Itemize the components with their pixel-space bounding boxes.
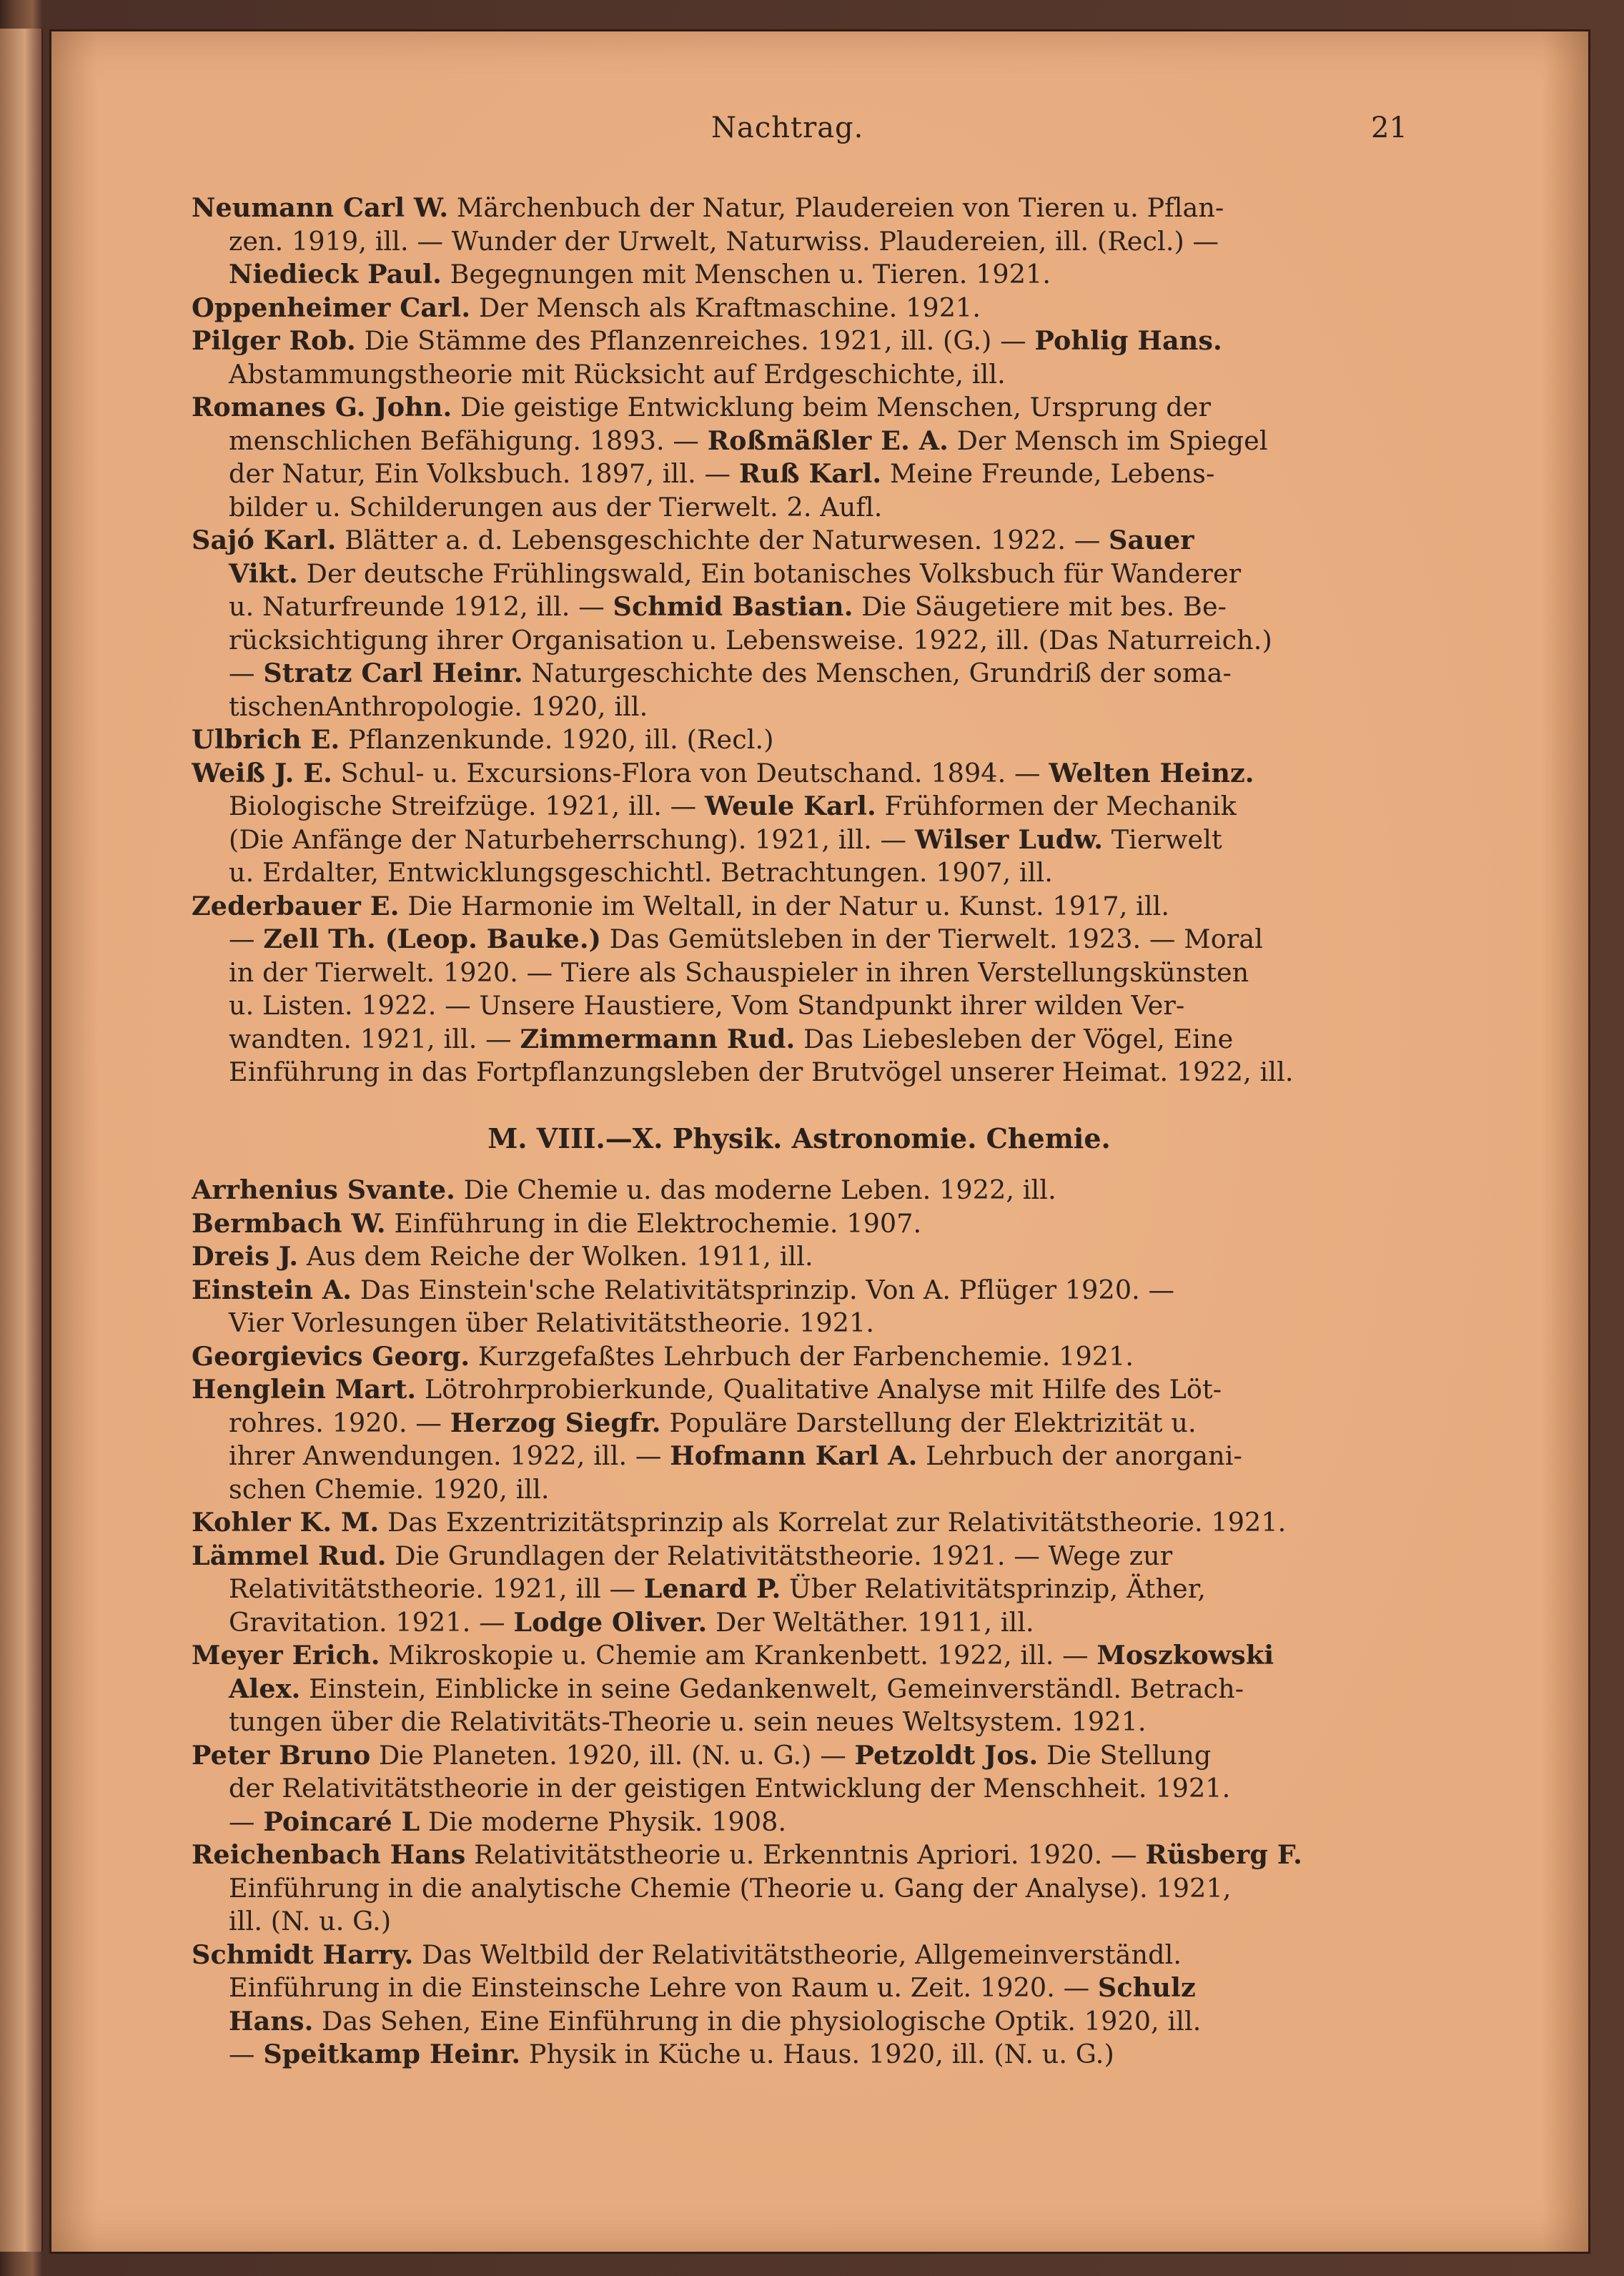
entry-text: Pflanzenkunde. 1920, ill. (Recl.) xyxy=(340,724,774,755)
text-line xyxy=(192,192,1407,225)
text-line xyxy=(192,292,1407,325)
author-name: Hans. xyxy=(229,2005,314,2037)
author-name: Zederbauer E. xyxy=(192,890,400,921)
text-line xyxy=(192,1540,1407,1573)
entry-text: Abstammungstheorie mit Rücksicht auf Erdgeschichte, ill. xyxy=(229,358,1006,390)
text-line xyxy=(192,1274,1407,1307)
facing-page-edge xyxy=(0,29,43,2252)
entry-text: tischenAnthropologie. 1920, ill. xyxy=(229,691,648,722)
entry-text: Vier Vorlesungen über Relativitätstheorie. 1921. xyxy=(229,1307,875,1338)
entry-text: Die Stämme des Pflanzenreiches. 1921, ill. (G.) — xyxy=(355,325,1035,356)
entry-text: Der Weltäther. 1911, ill. xyxy=(707,1606,1034,1638)
entry-text: Einführung in die analytische Chemie (Theorie u. Gang der Analyse). 1921, xyxy=(229,1872,1232,1904)
author-name: Oppenheimer Carl. xyxy=(192,292,471,323)
entry-text: Lehrbuch der anorgani- xyxy=(917,1440,1242,1471)
entry-text: Naturgeschichte des Menschen, Grundriß der soma- xyxy=(523,658,1232,688)
entry-text: — xyxy=(229,2039,264,2069)
text-line xyxy=(192,391,1407,425)
entry-text: Einführung in die Elektrochemie. 1907. xyxy=(385,1207,922,1239)
text-line xyxy=(192,1373,1407,1407)
author-name: Georgievics Georg. xyxy=(192,1340,470,1372)
text-line xyxy=(192,1174,1407,1207)
entry-text: Der Mensch im Spiegel xyxy=(948,425,1268,456)
entry-text: Die Harmonie im Weltall, in der Natur u. Kunst. 1917, ill. xyxy=(399,890,1170,921)
page-number: 21 xyxy=(1371,112,1407,144)
author-name: Hofmann Karl A. xyxy=(670,1440,918,1471)
author-name: Peter Bruno xyxy=(192,1739,371,1771)
author-name: Roßmäßler E. A. xyxy=(707,425,949,456)
text-line xyxy=(192,325,1407,358)
author-name: Pohlig Hans. xyxy=(1034,325,1222,356)
entry-text: ihrer Anwendungen. 1922, ill. — xyxy=(229,1440,670,1471)
entry-text: — xyxy=(229,1806,264,1837)
entry-text: Der Mensch als Kraftmaschine. 1921. xyxy=(470,292,981,323)
author-name: Einstein A. xyxy=(192,1274,352,1305)
entry-text: Frühformen der Mechanik xyxy=(876,791,1237,821)
text-line xyxy=(192,1207,1407,1241)
author-name: Rüsberg F. xyxy=(1145,1839,1302,1870)
text-line xyxy=(192,1939,1407,1972)
author-name: Arrhenius Svante. xyxy=(192,1174,455,1205)
author-name: Ulbrich E. xyxy=(192,724,340,755)
entry-text: (Die Anfänge der Naturbeherrschung). 1921, ill. — xyxy=(229,823,915,855)
text-line xyxy=(192,491,1407,525)
text-line xyxy=(192,258,1407,292)
text-line xyxy=(192,425,1407,458)
text-line xyxy=(192,2005,1407,2039)
text-line xyxy=(192,956,1407,990)
author-name: Meyer Erich. xyxy=(192,1640,380,1671)
author-name: Henglein Mart. xyxy=(192,1374,417,1405)
entry-text: in der Tierwelt. 1920. — Tiere als Schauspieler in ihren Verstellungskünsten xyxy=(229,956,1249,988)
text-line xyxy=(192,1506,1407,1540)
text-line xyxy=(192,1307,1407,1340)
entry-text: Märchenbuch der Natur, Plaudereien von Tieren u. Pflan- xyxy=(448,192,1224,223)
entry-text: Gravitation. 1921. — xyxy=(229,1606,514,1638)
entry-text: tungen über die Relativitäts-Theorie u. sein neues Weltsystem. 1921. xyxy=(229,1706,1147,1737)
text-line xyxy=(192,1407,1407,1440)
entry-text: u. Naturfreunde 1912, ill. — xyxy=(229,591,613,622)
author-name: Stratz Carl Heinr. xyxy=(263,658,523,688)
entry-text: Die moderne Physik. 1908. xyxy=(420,1806,787,1837)
author-name: Neumann Carl W. xyxy=(192,192,449,223)
entry-text: u. Listen. 1922. — Unsere Haustiere, Vom Standpunkt ihrer wilden Ver- xyxy=(229,990,1185,1021)
entry-text: Populäre Darstellung der Elektrizität u. xyxy=(660,1407,1197,1438)
entry-text: Das Einstein'sche Relativitätsprinzip. Von A. Pflüger 1920. — xyxy=(352,1274,1175,1305)
entry-text: Blätter a. d. Lebensgeschichte der Naturwesen. 1922. — xyxy=(336,525,1109,555)
author-name: Reichenbach Hans xyxy=(192,1839,466,1870)
entry-text: Das Gemütsleben in der Tierwelt. 1923. — Moral xyxy=(601,924,1263,954)
author-name: Vikt. xyxy=(229,558,298,589)
entry-text: — xyxy=(229,924,264,954)
entry-text: bilder u. Schilderungen aus der Tierwelt. 2. Aufl. xyxy=(229,491,883,523)
entry-text: Das Weltbild der Relativitätstheorie, Allgemeinverständl. xyxy=(413,1939,1182,1970)
text-line xyxy=(192,1872,1407,1906)
entry-text: Biologische Streifzüge. 1921, ill. — xyxy=(229,791,705,821)
author-name: Sauer xyxy=(1109,525,1194,555)
entry-text: Über Relativitätsprinzip, Äther, xyxy=(781,1573,1206,1604)
entry-text: Die Grundlagen der Relativitätstheorie. 1921. — Wege zur xyxy=(386,1540,1173,1571)
biology-entries xyxy=(192,192,1407,1089)
entry-text: Die Säugetiere mit bes. Be- xyxy=(853,591,1227,622)
section-heading: M. VIII.—X. Physik. Astronomie. Chemie. xyxy=(487,1122,1111,1154)
author-name: Romanes G. John. xyxy=(192,392,452,422)
entry-text: Schul- u. Excursions-Flora von Deutschand. 1894. — xyxy=(332,757,1049,788)
running-header: Nachtrag. xyxy=(711,112,864,144)
entry-text: u. Erdalter, Entwicklungsgeschichtl. Betrachtungen. 1907, ill. xyxy=(229,857,1053,888)
text-line xyxy=(192,1240,1407,1274)
entry-text: Kurzgefaßtes Lehrbuch der Farbenchemie. 1921. xyxy=(470,1340,1134,1372)
author-name: Sajó Karl. xyxy=(192,525,337,555)
entry-text: der Natur, Ein Volksbuch. 1897, ill. — xyxy=(229,458,739,489)
text-line xyxy=(192,923,1407,956)
author-name: Pilger Rob. xyxy=(192,325,356,356)
author-name: Schmid Bastian. xyxy=(613,591,853,622)
author-name: Alex. xyxy=(229,1673,301,1704)
entry-text: Meine Freunde, Lebens- xyxy=(881,458,1215,489)
entry-text: Relativitätstheorie u. Erkenntnis Apriori. 1920. — xyxy=(465,1839,1146,1870)
text-line xyxy=(192,856,1407,890)
text-line xyxy=(192,1473,1407,1507)
entry-text: Die Chemie u. das moderne Leben. 1922, ill. xyxy=(455,1174,1056,1205)
entry-text: Mikroskopie u. Chemie am Krankenbett. 1922, ill. — xyxy=(380,1640,1097,1671)
entry-text: Einführung in das Fortpflanzungsleben der Brutvögel unserer Heimat. 1922, ill. xyxy=(229,1057,1294,1087)
author-name: Lodge Oliver. xyxy=(513,1606,708,1638)
author-name: Schmidt Harry. xyxy=(192,1939,414,1970)
entry-text: Das Liebesleben der Vögel, Eine xyxy=(795,1023,1234,1054)
entry-text: menschlichen Befähigung. 1893. — xyxy=(229,425,708,456)
entry-text: wandten. 1921, ill. — xyxy=(229,1023,520,1054)
text-line xyxy=(192,823,1407,857)
text-line xyxy=(192,1440,1407,1473)
text-line xyxy=(192,1340,1407,1374)
author-name: Zimmermann Rud. xyxy=(520,1023,796,1054)
entry-text: Physik in Küche u. Haus. 1920, ill. (N. u. G.) xyxy=(520,2039,1114,2069)
text-line xyxy=(192,723,1407,757)
text-line xyxy=(192,1706,1407,1739)
entry-text: Einführung in die Einsteinsche Lehre von Raum u. Zeit. 1920. — xyxy=(229,1972,1098,2003)
text-line xyxy=(192,225,1407,259)
entry-text: rücksichtigung ihrer Organisation u. Lebensweise. 1922, ill. (Das Naturreich.) xyxy=(229,624,1272,655)
entry-text: Lötrohrprobierkunde, Qualitative Analyse mit Hilfe des Löt- xyxy=(416,1374,1222,1405)
text-line xyxy=(192,1573,1407,1606)
entry-text: ill. (N. u. G.) xyxy=(229,1906,392,1936)
text-line xyxy=(192,790,1407,823)
text-line xyxy=(192,989,1407,1023)
text-line xyxy=(192,457,1407,491)
text-line xyxy=(192,358,1407,392)
author-name: Lämmel Rud. xyxy=(192,1540,387,1571)
author-name: Herzog Siegfr. xyxy=(450,1407,661,1438)
text-line xyxy=(192,524,1407,558)
author-name: Ruß Karl. xyxy=(738,458,882,489)
author-name: Zell Th. (Leop. Bauke.) xyxy=(263,924,601,954)
entry-text: Aus dem Reiche der Wolken. 1911, ill. xyxy=(298,1241,813,1272)
entry-text: Die Planeten. 1920, ill. (N. u. G.) — xyxy=(370,1739,855,1771)
author-name: Poincaré L xyxy=(263,1806,420,1837)
text-line xyxy=(192,691,1407,724)
entry-text: der Relativitätstheorie in der geistigen Entwicklung der Menschheit. 1921. xyxy=(229,1773,1231,1804)
entry-text: schen Chemie. 1920, ill. xyxy=(229,1473,550,1505)
entry-text: — xyxy=(229,658,264,688)
text-line xyxy=(192,757,1407,791)
author-name: Petzoldt Jos. xyxy=(854,1739,1039,1771)
author-name: Weiß J. E. xyxy=(192,757,332,788)
text-line xyxy=(192,590,1407,624)
entry-text: Tierwelt xyxy=(1103,823,1222,855)
author-name: Dreis J. xyxy=(192,1241,299,1272)
entry-text: Die Stellung xyxy=(1038,1739,1212,1771)
page-body xyxy=(192,192,1407,2072)
author-name: Moszkowski xyxy=(1096,1640,1274,1671)
text-line xyxy=(192,1606,1407,1640)
author-name: Niedieck Paul. xyxy=(229,259,442,290)
text-line xyxy=(192,558,1407,591)
entry-text: Das Sehen, Eine Einführung in die physiologische Optik. 1920, ill. xyxy=(313,2005,1202,2037)
author-name: Lenard P. xyxy=(643,1573,781,1604)
author-name: Welten Heinz. xyxy=(1049,757,1254,788)
author-name: Speitkamp Heinr. xyxy=(263,2039,521,2069)
author-name: Kohler K. M. xyxy=(192,1507,380,1538)
text-line xyxy=(192,1839,1407,1872)
entry-text: Einstein, Einblicke in seine Gedankenwelt, Gemeinverständl. Betrach- xyxy=(300,1673,1244,1704)
entry-text: Der deutsche Frühlingswald, Ein botanisches Volksbuch für Wanderer xyxy=(297,558,1242,589)
author-name: Schulz xyxy=(1097,1972,1196,2003)
text-line xyxy=(192,1023,1407,1057)
entry-text: Die geistige Entwicklung beim Menschen, Ursprung der xyxy=(452,392,1211,422)
text-line xyxy=(192,1971,1407,2005)
entry-text: Relativitätstheorie. 1921, ill — xyxy=(229,1573,644,1604)
text-line xyxy=(192,1673,1407,1706)
text-line xyxy=(192,657,1407,691)
entry-text: Begegnungen mit Menschen u. Tieren. 1921. xyxy=(441,259,1051,290)
entry-text: zen. 1919, ill. — Wunder der Urwelt, Naturwiss. Plaudereien, ill. (Recl.) — xyxy=(229,225,1219,257)
text-line xyxy=(192,1639,1407,1673)
text-line xyxy=(192,1806,1407,1839)
author-name: Bermbach W. xyxy=(192,1207,386,1239)
text-line xyxy=(192,1905,1407,1939)
text-line xyxy=(192,1739,1407,1773)
text-line xyxy=(192,890,1407,924)
text-line xyxy=(192,624,1407,658)
text-line xyxy=(192,1056,1407,1089)
entry-text: Das Exzentrizitätsprinzip als Korrelat zur Relativitätstheorie. 1921. xyxy=(379,1507,1287,1538)
text-line xyxy=(192,1772,1407,1806)
physics-entries xyxy=(192,1174,1407,2072)
text-line xyxy=(192,2038,1407,2072)
entry-text: rohres. 1920. — xyxy=(229,1407,450,1438)
author-name: Wilser Ludw. xyxy=(914,823,1103,855)
author-name: Weule Karl. xyxy=(704,791,876,821)
